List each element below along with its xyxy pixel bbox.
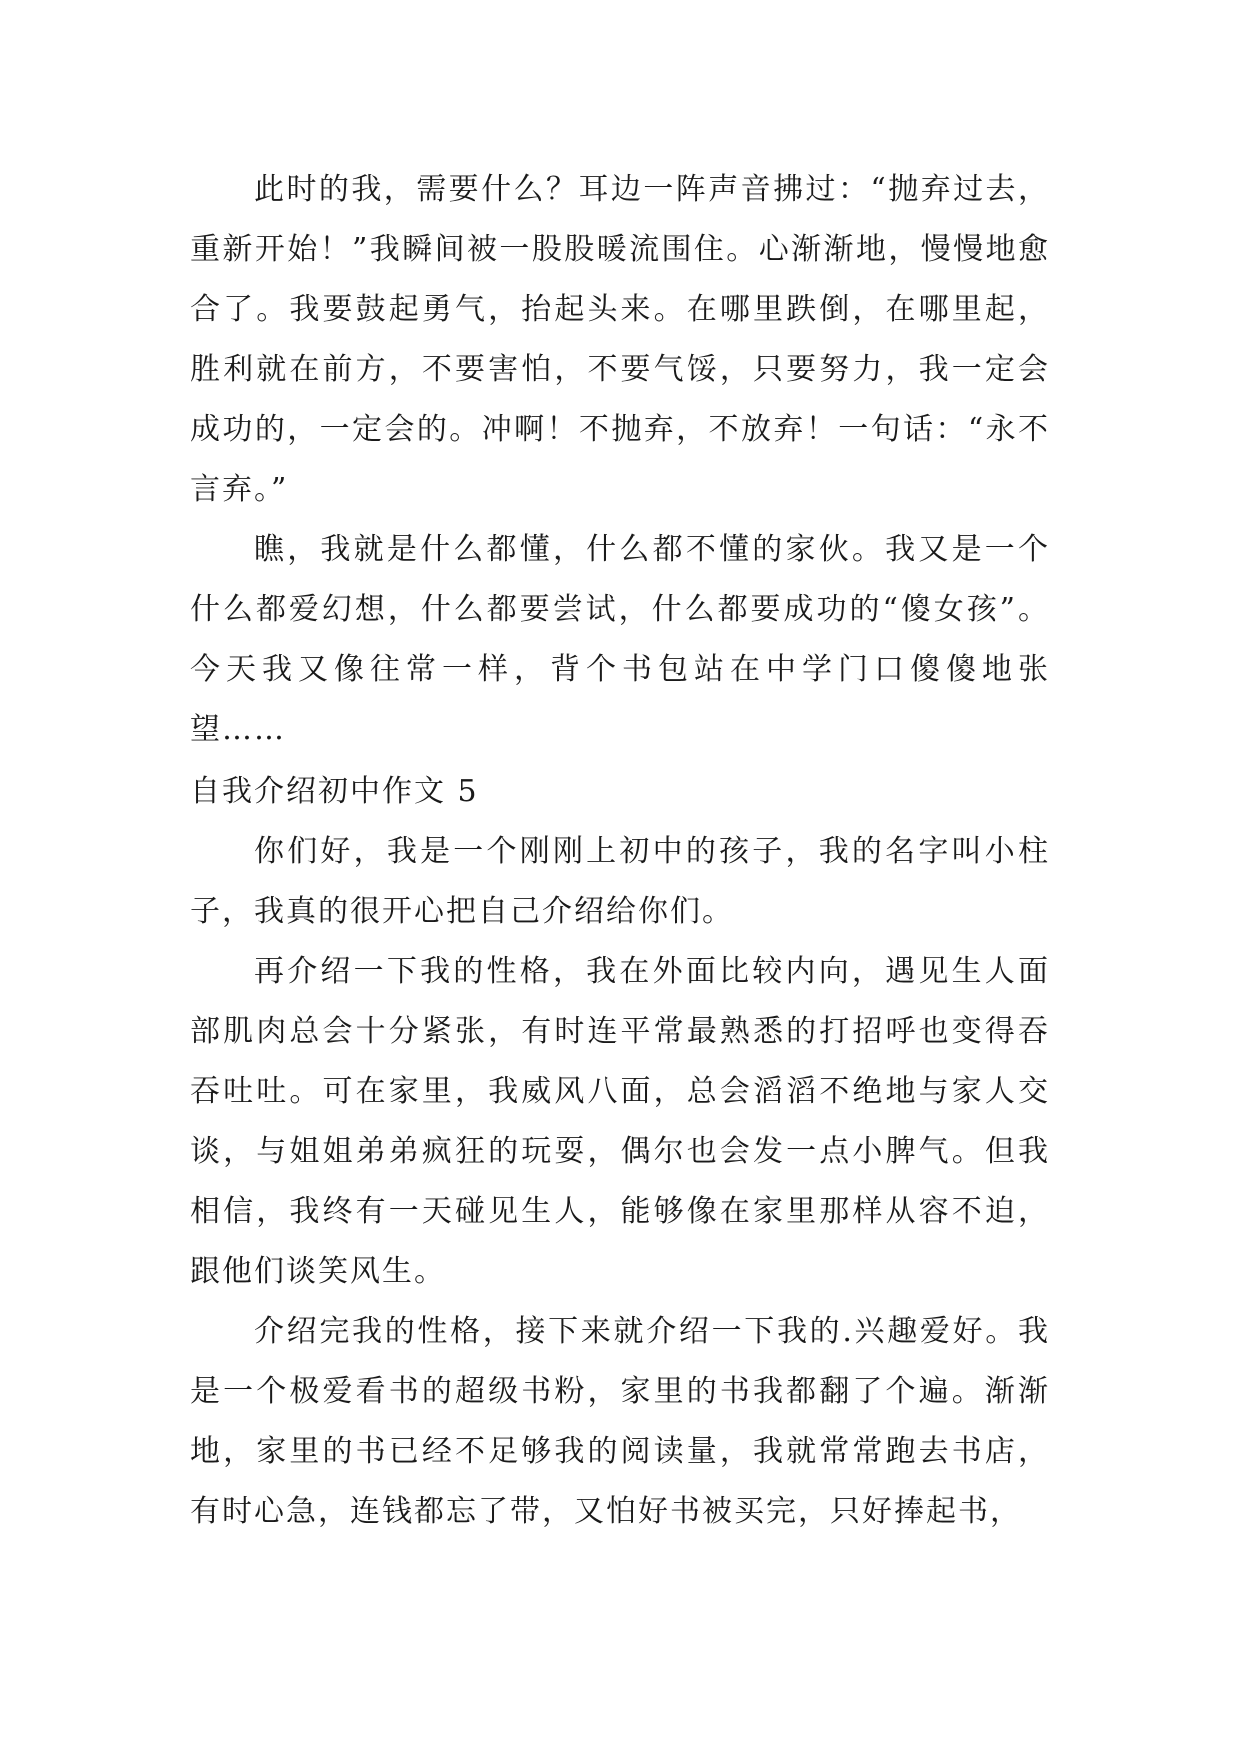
text-section-two bbox=[190, 762, 1050, 1542]
paragraph: 你们好，我是一个刚刚上初中的孩子，我的名字叫小柱子，我真的很开心把自己介绍给你们。 bbox=[190, 834, 1050, 929]
paragraph: 再介绍一下我的性格，我在外面比较内向，遇见生人面部肌肉总会十分紧张，有时连平常最熟悉的打招呼也变得吞吞吐吐。可在家里，我威风八面，总会滔滔不绝地与家人交谈，与姐姐弟弟疯狂的玩耍，偶尔也会发一点小脾气。但我相信，我终有一天碰见生人，能够像在家里那样从容不迫，跟他们谈笑风生。 bbox=[190, 954, 1050, 1289]
section-title: 自我介绍初中作文 5 bbox=[190, 774, 479, 809]
text-section-one bbox=[190, 160, 1050, 760]
paragraph: 此时的我，需要什么？耳边一阵声音拂过：“抛弃过去，重新开始！”我瞬间被一股股暖流围住。心渐渐地，慢慢地愈合了。我要鼓起勇气，抬起头来。在哪里跌倒，在哪里起，胜利就在前方，不要害怕，不要气馁，只要努力，我一定会成功的，一定会的。冲啊！不抛弃，不放弃！一句话：“永不言弃。” bbox=[190, 172, 1050, 507]
paragraph: 介绍完我的性格，接下来就介绍一下我的.兴趣爱好。我是一个极爱看书的超级书粉，家里的书我都翻了个遍。渐渐地，家里的书已经不足够我的阅读量，我就常常跑去书店，有时心急，连钱都忘了带，又怕好书被买完，只好捧起书， bbox=[190, 1314, 1050, 1529]
paragraph: 瞧，我就是什么都懂，什么都不懂的家伙。我又是一个什么都爱幻想，什么都要尝试，什么都要成功的“傻女孩”。今天我又像往常一样，背个书包站在中学门口傻傻地张望…… bbox=[190, 532, 1050, 747]
